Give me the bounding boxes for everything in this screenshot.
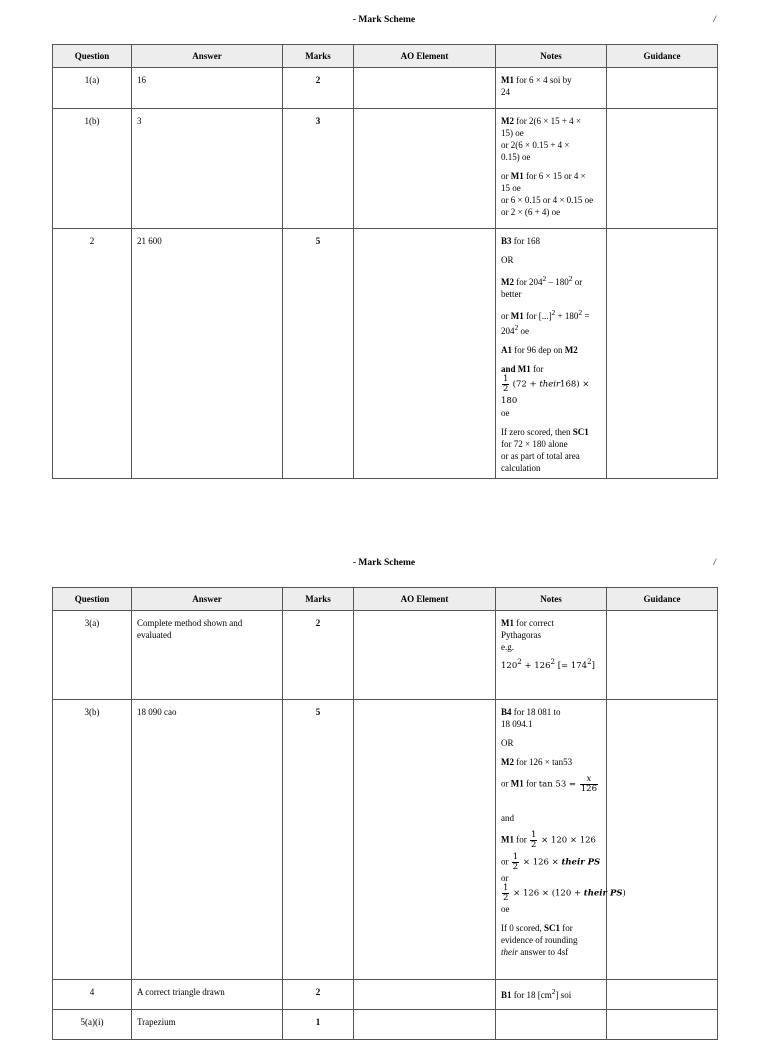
col-header-marks: Marks: [283, 45, 354, 68]
question-cell: 2: [53, 229, 132, 479]
table-row: [53, 1010, 718, 1040]
ao-cell: [354, 611, 496, 700]
question-cell: 4: [53, 980, 132, 1010]
col-header-notes: Notes: [496, 588, 607, 611]
mark-scheme-table-1: [52, 44, 718, 479]
answer-cell: Complete method shown and evaluated: [132, 611, 283, 700]
marks-cell: 1: [283, 1010, 354, 1040]
col-header-answer: Answer: [132, 588, 283, 611]
guidance-cell: [607, 980, 718, 1010]
marks-cell: 3: [283, 109, 354, 229]
answer-cell: Trapezium: [132, 1010, 283, 1040]
notes-cell: B3 for 168 OR M2 for $204^2 - 180^2$ or better or M1 for $[...]^2 + 180^2$ = $204^2$ oe A1 for 96 dep on M2 and M1 for $\frac{1}{2}$ (72 + their168) × 180 oe If zero scored, then SC1 for 72 × 180 alone or as part of total area calculation: [496, 229, 607, 479]
marks-cell: 5: [283, 229, 354, 479]
mark-scheme-table-2: [52, 587, 718, 1040]
marks-cell: 2: [283, 611, 354, 700]
col-header-notes: Notes: [496, 45, 607, 68]
ao-cell: [354, 980, 496, 1010]
notes-cell: B4 for 18 081 to 18 094.1 OR M2 for 126 × tan53 or M1 for tan 53 = $\frac{x}{126}$ and M1 for $\frac{1}{2}$ × 120 × 126 or $\frac{1}{2}$ × 126 × their PS or $\frac{1}{2}$ × 126 × (120 + their PS) oe If 0 scored, SC1 for evidence of rounding their answer to 4sf: [496, 700, 607, 980]
guidance-cell: [607, 700, 718, 980]
page-title: - Mark Scheme: [352, 558, 416, 568]
col-header-guidance: Guidance: [607, 45, 718, 68]
ao-cell: [354, 68, 496, 109]
question-cell: 1(b): [53, 109, 132, 229]
table-header-row: [53, 588, 718, 611]
header-slash: /: [713, 15, 716, 25]
guidance-cell: [607, 68, 718, 109]
table-row: [53, 700, 718, 980]
ao-cell: [354, 109, 496, 229]
col-header-question: Question: [53, 45, 132, 68]
answer-cell: 21 600: [132, 229, 283, 479]
col-header-question: Question: [53, 588, 132, 611]
header-slash: /: [713, 558, 716, 568]
notes-cell: [496, 1010, 607, 1040]
marks-cell: 2: [283, 68, 354, 109]
col-header-answer: Answer: [132, 45, 283, 68]
notes-cell: M1 for correct Pythagoras e.g. $120^2 + 126^2$ [= $174^2$]: [496, 611, 607, 700]
ao-cell: [354, 229, 496, 479]
ao-cell: [354, 1010, 496, 1040]
table-row: [53, 229, 718, 479]
answer-cell: 16: [132, 68, 283, 109]
col-header-ao-element: AO Element: [354, 45, 496, 68]
question-cell: 3(a): [53, 611, 132, 700]
question-cell: 5(a)(i): [53, 1010, 132, 1040]
answer-cell: 3: [132, 109, 283, 229]
col-header-ao-element: AO Element: [354, 588, 496, 611]
notes-cell: M1 for 6 × 4 soi by 24: [496, 68, 607, 109]
table-header-row: [53, 45, 718, 68]
col-header-marks: Marks: [283, 588, 354, 611]
table-row: [53, 109, 718, 229]
guidance-cell: [607, 611, 718, 700]
col-header-guidance: Guidance: [607, 588, 718, 611]
ao-cell: [354, 700, 496, 980]
marks-cell: 5: [283, 700, 354, 980]
notes-cell: M2 for 2(6 × 15 + 4 × 15) oe or 2(6 × 0.15 + 4 × 0.15) oe or M1 for 6 × 15 or 4 × 15 oe or 6 × 0.15 or 4 × 0.15 oe or 2 × (6 + 4) oe: [496, 109, 607, 229]
guidance-cell: [607, 109, 718, 229]
question-cell: 3(b): [53, 700, 132, 980]
table-row: [53, 980, 718, 1010]
marks-cell: 2: [283, 980, 354, 1010]
table-row: [53, 68, 718, 109]
guidance-cell: [607, 229, 718, 479]
page-title: - Mark Scheme: [352, 15, 416, 25]
table-row: [53, 611, 718, 700]
answer-cell: 18 090 cao: [132, 700, 283, 980]
answer-cell: A correct triangle drawn: [132, 980, 283, 1010]
question-cell: 1(a): [53, 68, 132, 109]
notes-cell: B1 for 18 $[cm^2]$ soi: [496, 980, 607, 1010]
guidance-cell: [607, 1010, 718, 1040]
